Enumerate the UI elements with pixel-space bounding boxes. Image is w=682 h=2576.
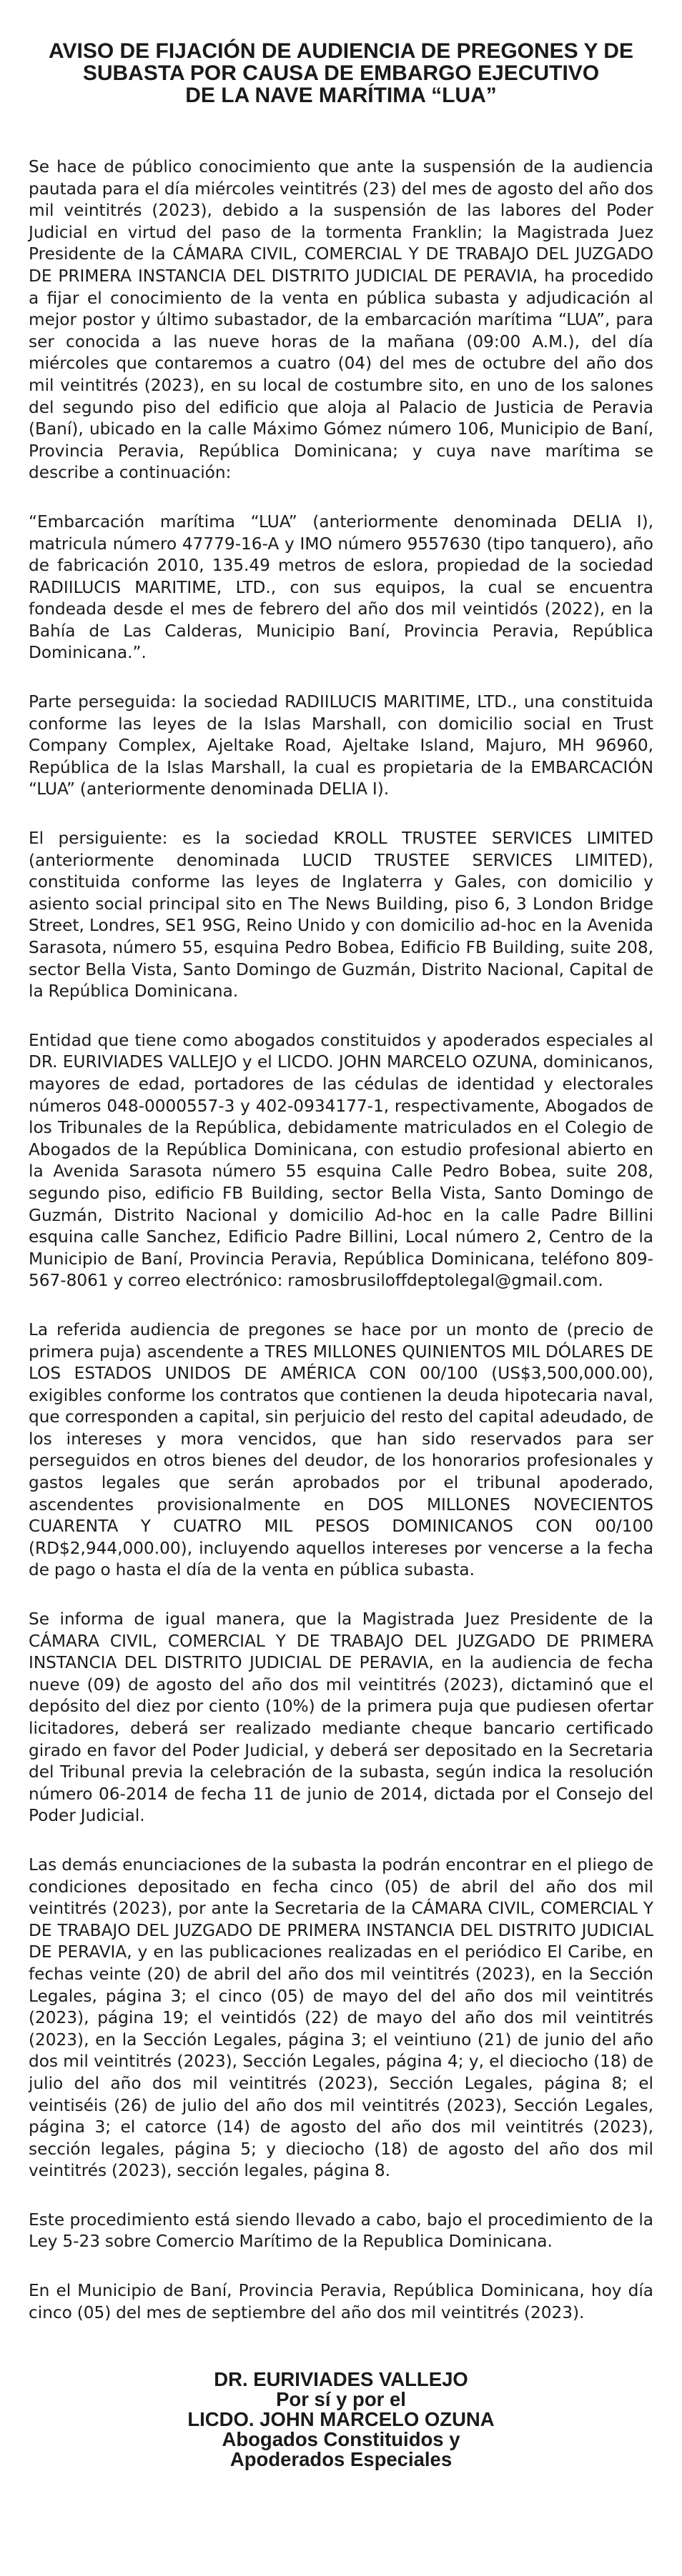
- paragraph-publications: Las demás enunciaciones de la subasta la podrán encontrar en el pliego de condiciones depositado en fecha cinco (05) de abril del año dos mil veintitrés (2023), por ante la Secretaria de la CÁMARA CIVIL, COMERCIAL Y DE TRABAJO DEL JUZGADO DE PRIMERA INSTANCIA DEL DISTRITO JUDICIAL DE PERAVIA, y en las publicaciones realizadas en el periódico El Caribe, en fechas veinte (20) de abril del año dos mil veintitrés (2023), en la Sección Legales, página 3; el cinco (05) de mayo del del año dos mil veintitrés (2023), página 19; el veintidós (22) de mayo del año dos mil veintitrés (2023), en la Sección Legales, página 3; el veintiuno (21) de junio del año dos mil veintitrés (2023), Sección Legales, página 4; y, el dieciocho (18) de julio del año dos mil veintitrés (2023), Sección Legales, página 8; el veintiséis (26) de julio del año dos mil veintitrés (2023), Sección Legales, página 3; el catorce (14) de agosto del año dos mil veintitrés (2023), sección legales, página 5; y dieciocho (18) de agosto del año dos mil veintitrés (2023), sección legales, página 8.: [29, 1854, 653, 2181]
- paragraph-vessel-description: “Embarcación marítima “LUA” (anteriormente denominada DELIA I), matricula número 47779-16-A y IMO número 9557630 (tipo tanquero), año de fabricación 2010, 135.49 metros de eslora, propiedad de la sociedad RADIILUCIS MARITIME, LTD., con sus equipos, la cual se encuentra fondeada desde el mes de febrero del año dos mil veintidós (2022), en la Bahía de Las Calderas, Municipio Baní, Provincia Peravia, República Dominicana.”.: [29, 511, 653, 663]
- paragraph-announcement: Se hace de público conocimiento que ante la suspensión de la audiencia pautada para el día miércoles veintitrés (23) del mes de agosto del año dos mil veintitrés (2023), debido a la suspensión de las labores del Poder Judicial en virtud del paso de la tormenta Franklin; la Magistrada Juez Presidente de la CÁMARA CIVIL, COMERCIAL Y DE TRABAJO DEL JUZGADO DE PRIMERA INSTANCIA DEL DISTRITO JUDICIAL DE PERAVIA, ha procedido a fijar el conocimiento de la venta en pública subasta y adjudicación al mejor postor y último subastador, de la embarcación marítima “LUA”, para ser conocida a las nueve horas de la mañana (09:00 A.M.), del día miércoles que contaremos a cuatro (04) del mes de octubre del año dos mil veintitrés (2023), en su local de costumbre sito, en uno de los salones del segundo piso del edificio que aloja al Palacio de Justicia de Peravia (Baní), ubicado en la calle Máximo Gómez número 106, Municipio de Baní, Provincia Peravia, República Dominicana; y cuya nave marítima se describe a continuación:: [29, 157, 654, 483]
- title-line-3: DE LA NAVE MARÍTIMA “LUA”: [185, 84, 497, 107]
- signature-line-2: Por sí y por el: [276, 2388, 406, 2411]
- title-line-2: SUBASTA POR CAUSA DE EMBARGO EJECUTIVO: [82, 61, 600, 85]
- signature-block: [29, 2370, 653, 2470]
- signature-line-5: Apoderados Especiales: [229, 2448, 453, 2471]
- paragraph-place-date: En el Municipio de Baní, Provincia Peravia, República Dominicana, hoy día cinco (05) del mes de septiembre del año dos mil veintitrés (2023).: [29, 2281, 653, 2322]
- title-line-1: AVISO DE FIJACIÓN DE AUDIENCIA DE PREGONES Y DE: [49, 39, 633, 63]
- paragraph-procedure-law: Este procedimiento está siendo llevado a cabo, bajo el procedimiento de la Ley 5-23 sobre Comercio Marítimo de la Republica Dominicana.: [29, 2210, 653, 2252]
- paragraph-auction-amount: La referida audiencia de pregones se hace por un monto de (precio de primera puja) ascendente a TRES MILLONES QUINIENTOS MIL DÓLARES DE LOS ESTADOS UNIDOS DE AMÉRICA CON 00/100 (US$3,500,000.00), exigibles conforme los contratos que contienen la deuda hipotecaria naval, que corresponden a capital, sin perjuicio del resto del capital adeudado, de los intereses y mora vencidos, que han sido reservados para ser perseguidos en otros bienes del deudor, de los honorarios profesionales y gastos legales que serán aprobados por el tribunal apoderado, ascendentes provisionalmente en DOS MILLONES NOVECIENTOS CUARENTA Y CUATRO MIL PESOS DOMINICANOS CON 00/100 (RD$2,944,000.00), incluyendo aquellos intereses por vencerse a la fecha de pago o hasta el día de la venta en pública subasta.: [29, 1319, 653, 1580]
- paragraph-pursuing-party: El persiguiente: es la sociedad KROLL TRUSTEE SERVICES LIMITED (anteriormente denominada LUCID TRUSTEE SERVICES LIMITED), constituida conforme las leyes de Inglaterra y Gales, con domicilio y asiento social principal sito en The News Building, piso 6, 3 London Bridge Street, Londres, SE1 9SG, Reino Unido y con domicilio ad-hoc en la Avenida Sarasota, número 55, esquina Pedro Bobea, Edificio FB Building, suite 208, sector Bella Vista, Santo Domingo de Guzmán, Distrito Nacional, Capital de la República Dominicana.: [29, 829, 653, 1002]
- paragraph-deposit-requirement: Se informa de igual manera, que la Magistrada Juez Presidente de la CÁMARA CIVIL, COMERCIAL Y DE TRABAJO DEL JUZGADO DE PRIMERA INSTANCIA DEL DISTRITO JUDICIAL DE PERAVIA, en la audiencia de fecha nueve (09) de agosto del año dos mil veintitrés (2023), dictaminó que el depósito del diez por ciento (10%) de la primera puja que pudiesen ofertar licitadores, deberá ser realizado mediante cheque bancario certificado girado en favor del Poder Judicial, y deberá ser depositado en la Secretaria del Tribunal previa la celebración de la subasta, según indica la resolución número 06-2014 de fecha 11 de junio de 2014, dictada por el Consejo del Poder Judicial.: [29, 1609, 653, 1826]
- signature-line-4: Abogados Constituidos y: [222, 2428, 460, 2451]
- notice-title: [29, 40, 653, 106]
- signature-line-3: LICDO. JOHN MARCELO OZUNA: [187, 2408, 495, 2431]
- signature-line-1: DR. EURIVIADES VALLEJO: [214, 2368, 468, 2391]
- paragraph-pursued-party: Parte perseguida: la sociedad RADIILUCIS MARITIME, LTD., una constituida conforme las leyes de la Islas Marshall, con domicilio social en Trust Company Complex, Ajeltake Road, Ajeltake Island, Majuro, MH 96960, República de la Islas Marshall, la cual es propietaria de la EMBARCACIÓN “LUA” (anteriormente denominada DELIA I).: [29, 692, 653, 799]
- paragraph-attorneys: Entidad que tiene como abogados constituidos y apoderados especiales al DR. EURIVIADES VALLEJO y el LICDO. JOHN MARCELO OZUNA, dominicanos, mayores de edad, portadores de las cédulas de identidad y electorales números 048-0000557-3 y 402-0934177-1, respectivamente, Abogados de los Tribunales de la República, debidamente matriculados en el Colegio de Abogados de la República Dominicana, con estudio profesional abierto en la Avenida Sarasota número 55 esquina Calle Pedro Bobea, suite 208, segundo piso, edificio FB Building, sector Bella Vista, Santo Domingo de Guzmán, Distrito Nacional y domicilio Ad-hoc en la calle Padre Billini esquina calle Sanchez, Edificio Padre Billini, Local número 2, Centro de la Municipio de Baní, Provincia Peravia, República Dominicana, teléfono 809-567-8061 y correo electrónico: ramosbrusiloffdeptolegal@gmail.com.: [29, 1030, 653, 1291]
